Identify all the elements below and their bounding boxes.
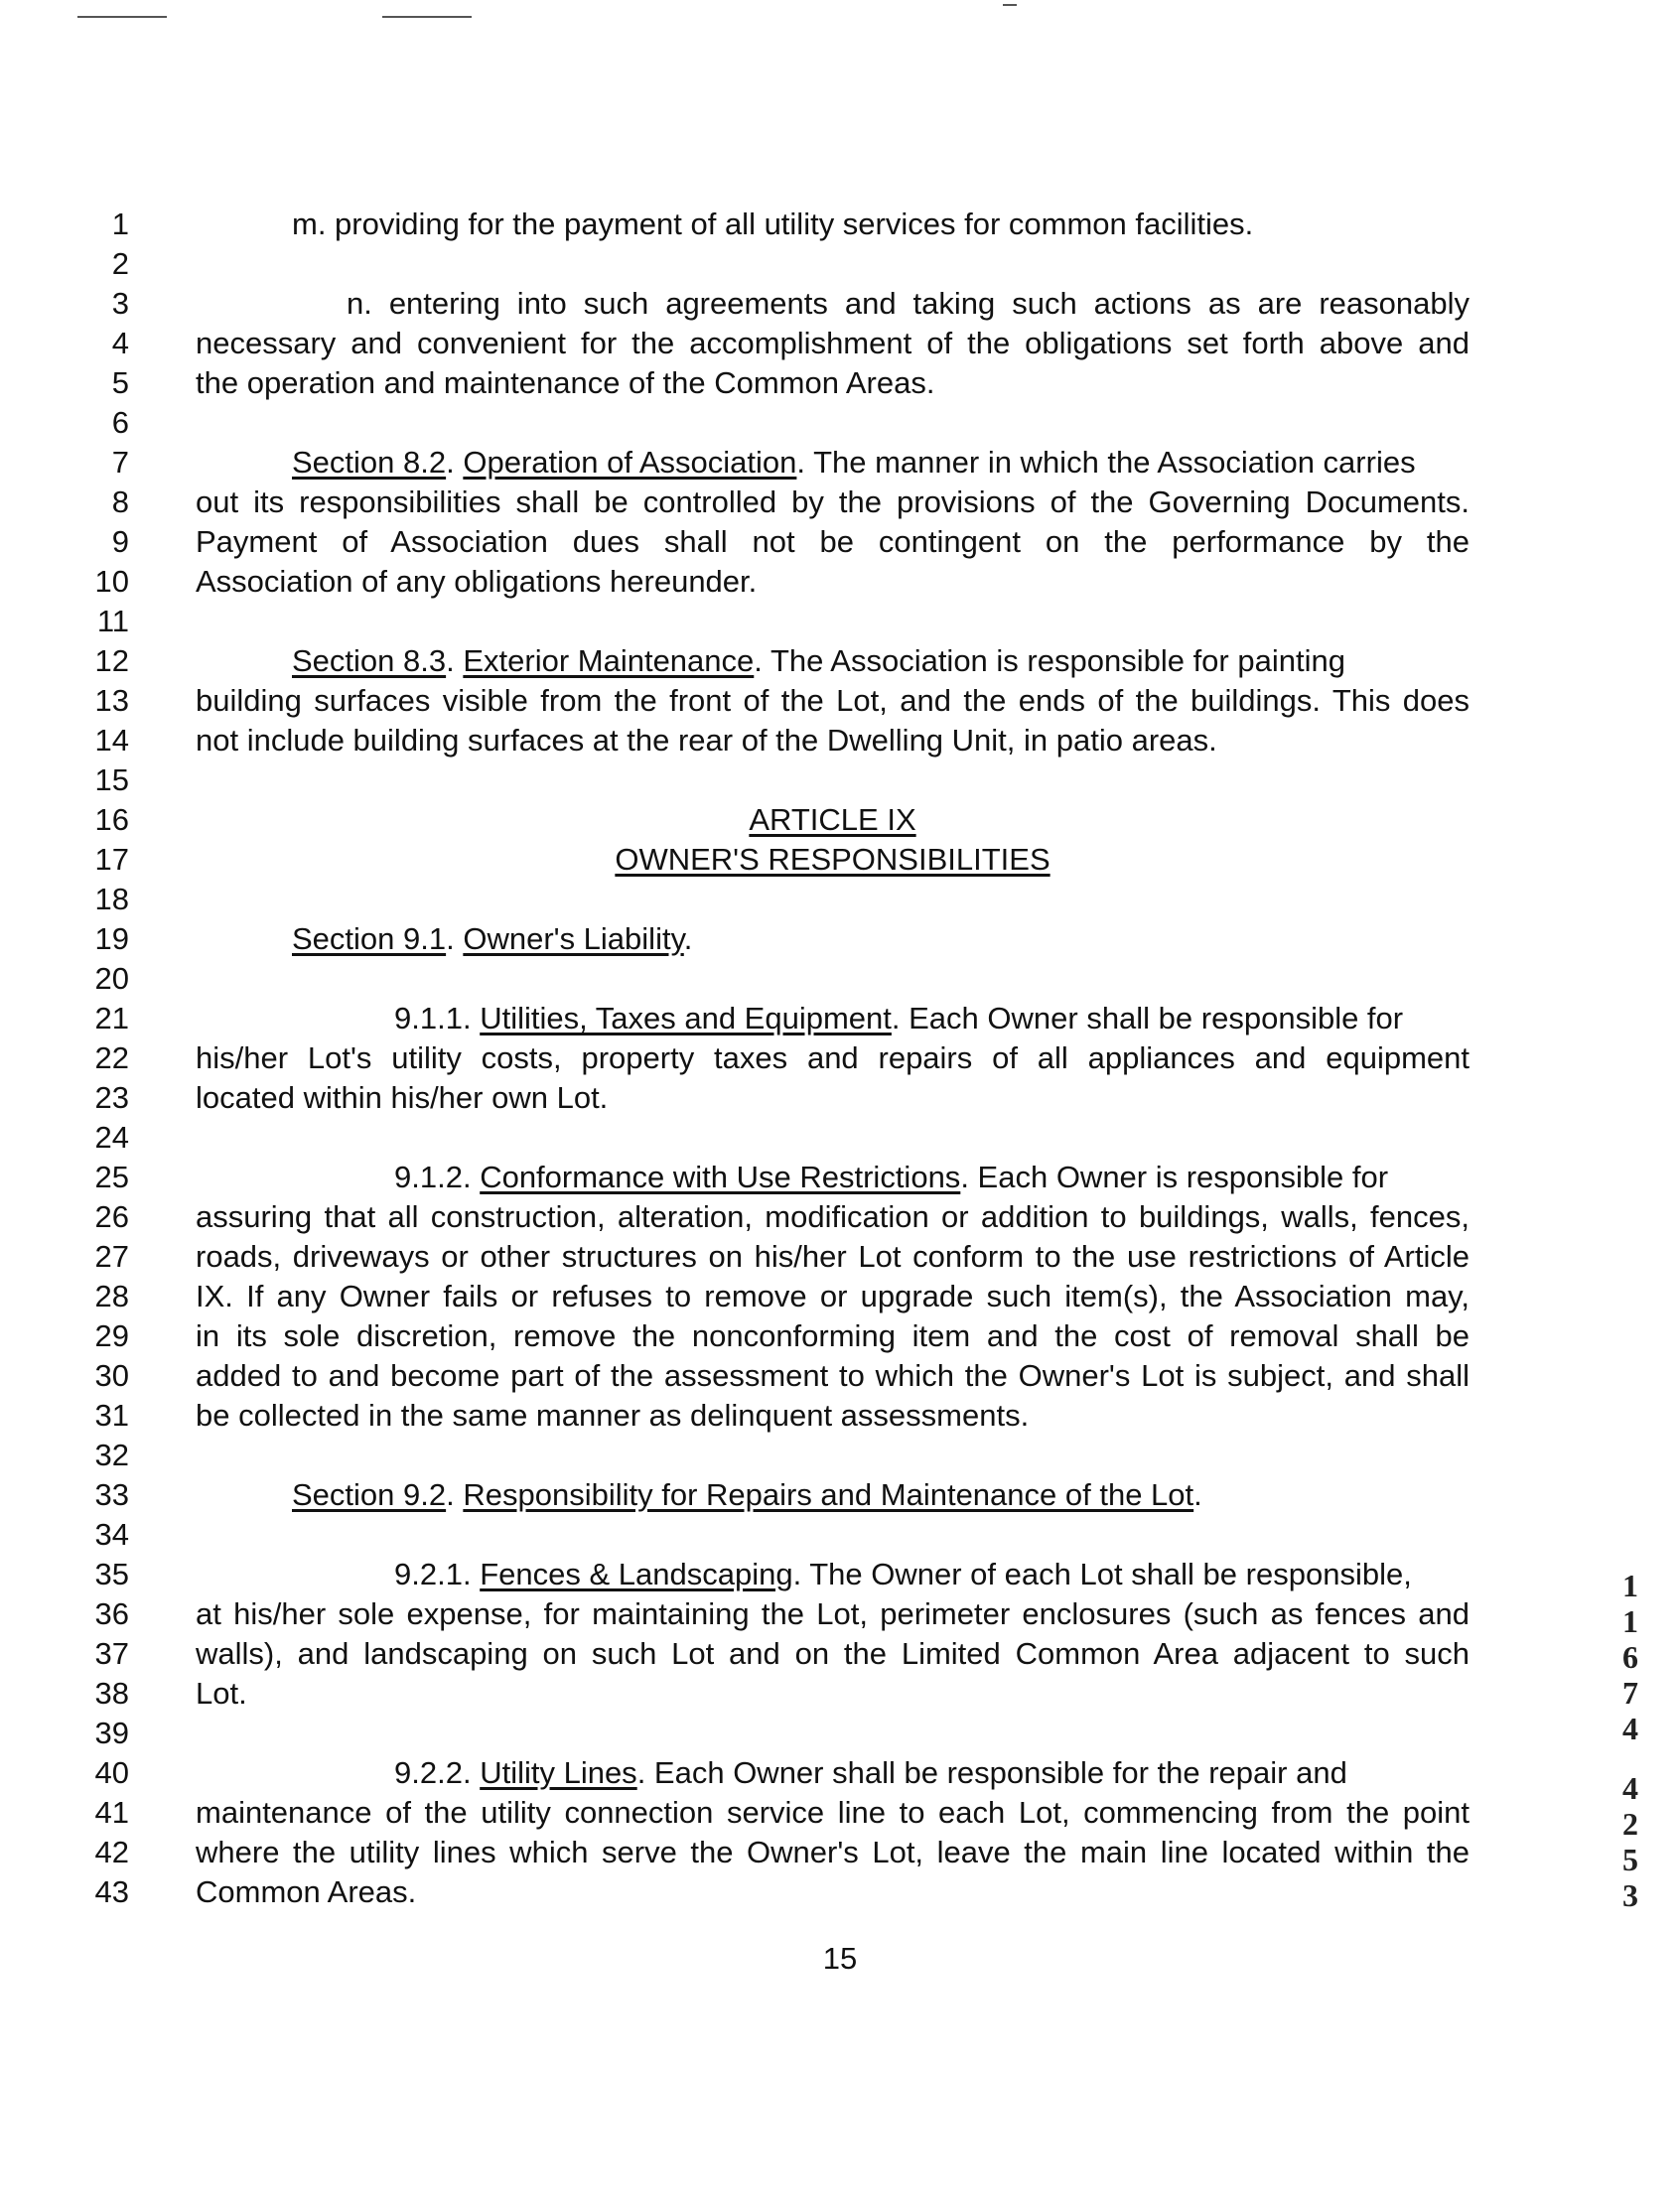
line-number: 16	[94, 802, 129, 837]
sub-9-1-1-heading-line: 9.1.1. Utilities, Taxes and Equipment. Each Owner shall be responsible for	[394, 1001, 1404, 1035]
sub-9-1-1-line: his/her Lot's utility costs, property taxes and repairs of all appliances and equipment	[196, 1040, 1470, 1075]
line-number: 2	[111, 246, 129, 281]
sub-9-2-2-line: Common Areas.	[196, 1874, 417, 1909]
subsection-title: Fences & Landscaping	[480, 1557, 793, 1591]
section-text: The Association is responsible for painting	[770, 643, 1345, 678]
stamp-digit: 1	[1622, 1568, 1638, 1603]
line-number: 23	[94, 1080, 129, 1115]
section-text: The manner in which the Association carries	[813, 445, 1416, 480]
sub-9-2-1-line: Lot.	[196, 1676, 247, 1711]
line-number: 38	[94, 1676, 129, 1711]
line-number: 34	[94, 1517, 129, 1552]
stamp-digit: 3	[1622, 1877, 1638, 1913]
section-number: Section 8.2	[292, 445, 447, 480]
line-number: 5	[111, 365, 129, 400]
scan-mark	[1003, 4, 1017, 6]
subsection-text: Each Owner shall be responsible for	[909, 1001, 1404, 1035]
scan-mark	[77, 16, 167, 18]
line-number: 33	[94, 1477, 129, 1512]
line-number: 3	[111, 286, 129, 321]
section-title: Operation of Association	[463, 445, 797, 480]
line-number: 32	[94, 1438, 129, 1472]
section-number: Section 9.1	[292, 921, 447, 956]
sub-9-1-2-line: in its sole discretion, remove the nonconforming item and the cost of removal shall be	[196, 1318, 1470, 1353]
section-8-2-heading-line: Section 8.2. Operation of Association. The manner in which the Association carries	[292, 445, 1416, 480]
line-number: 25	[94, 1160, 129, 1194]
line-number: 10	[94, 564, 129, 599]
sub-9-2-1-line: at his/her sole expense, for maintaining the Lot, perimeter enclosures (such as fences and	[196, 1596, 1470, 1631]
section-8-2-line: out its responsibilities shall be controlled by the provisions of the Governing Documents.	[196, 484, 1470, 519]
line-number: 13	[94, 683, 129, 718]
section-9-1-heading-line: Section 9.1. Owner's Liability.	[292, 921, 693, 956]
item-n-line: the operation and maintenance of the Common Areas.	[196, 365, 935, 400]
item-n-line: necessary and convenient for the accomplishment of the obligations set forth above and	[196, 326, 1470, 360]
line-number: 20	[94, 961, 129, 996]
line-number: 9	[111, 524, 129, 559]
line-number: 31	[94, 1398, 129, 1433]
sub-9-1-2-line: be collected in the same manner as delinquent assessments.	[196, 1398, 1030, 1433]
section-8-3-line: not include building surfaces at the rear of the Dwelling Unit, in patio areas.	[196, 723, 1217, 758]
line-number: 17	[94, 842, 129, 877]
subsection-number: 9.1.1.	[394, 1001, 472, 1035]
article-heading: ARTICLE IX	[749, 802, 916, 837]
section-number: Section 9.2	[292, 1477, 447, 1512]
line-number: 27	[94, 1239, 129, 1274]
sub-9-2-1-heading-line: 9.2.1. Fences & Landscaping. The Owner of each Lot shall be responsible,	[394, 1557, 1412, 1591]
line-number: 43	[94, 1874, 129, 1909]
subsection-number: 9.2.2.	[394, 1755, 472, 1790]
sub-9-1-2-line: assuring that all construction, alteration, modification or addition to buildings, walls, fences,	[196, 1199, 1470, 1234]
line-number: 40	[94, 1755, 129, 1790]
item-m: m. providing for the payment of all utility services for common facilities.	[292, 207, 1254, 241]
sub-9-2-2-line: where the utility lines which serve the Owner's Lot, leave the main line located within the	[196, 1835, 1470, 1869]
line-number: 1	[111, 207, 129, 241]
section-8-3-line: building surfaces visible from the front of the Lot, and the ends of the buildings. This does	[196, 683, 1470, 718]
section-8-3-heading-line: Section 8.3. Exterior Maintenance. The Association is responsible for painting	[292, 643, 1345, 678]
stamp-digit: 7	[1622, 1675, 1638, 1711]
line-number: 24	[94, 1120, 129, 1155]
sub-9-2-2-heading-line: 9.2.2. Utility Lines. Each Owner shall be responsible for the repair and	[394, 1755, 1347, 1790]
stamp-digit: 5	[1622, 1842, 1638, 1877]
stamp-digit: 2	[1622, 1806, 1638, 1842]
line-number: 12	[94, 643, 129, 678]
line-number: 41	[94, 1795, 129, 1830]
line-number: 29	[94, 1318, 129, 1353]
line-number: 8	[111, 484, 129, 519]
line-number: 18	[94, 882, 129, 916]
subsection-number: 9.1.2.	[394, 1160, 472, 1194]
line-number: 7	[111, 445, 129, 480]
sub-9-2-1-line: walls), and landscaping on such Lot and on the Limited Common Area adjacent to such	[196, 1636, 1470, 1671]
line-number: 28	[94, 1279, 129, 1313]
line-number: 22	[94, 1040, 129, 1075]
section-number: Section 8.3	[292, 643, 447, 678]
item-n-line: n. entering into such agreements and taking such actions as are reasonably	[347, 286, 1470, 321]
line-number: 30	[94, 1358, 129, 1393]
stamp-digit: 4	[1622, 1770, 1638, 1806]
subsection-text: Each Owner shall be responsible for the repair and	[653, 1755, 1347, 1790]
subsection-number: 9.2.1.	[394, 1557, 472, 1591]
stamp-digit: 4	[1622, 1711, 1638, 1746]
section-8-2-line: Payment of Association dues shall not be contingent on the performance by the	[196, 524, 1470, 559]
page-number: 15	[822, 1941, 858, 1976]
subsection-title: Utilities, Taxes and Equipment	[480, 1001, 892, 1035]
line-number: 6	[111, 405, 129, 440]
stamp-digit: 6	[1622, 1639, 1638, 1675]
sub-9-1-2-line: IX. If any Owner fails or refuses to remove or upgrade such item(s), the Association may,	[196, 1279, 1470, 1313]
sub-9-1-2-heading-line: 9.1.2. Conformance with Use Restrictions. Each Owner is responsible for	[394, 1160, 1389, 1194]
line-number: 37	[94, 1636, 129, 1671]
section-8-2-line: Association of any obligations hereunder.	[196, 564, 758, 599]
article-title: OWNER'S RESPONSIBILITIES	[615, 842, 1050, 877]
section-title: Owner's Liability	[463, 921, 684, 956]
sub-9-1-2-line: added to and become part of the assessment to which the Owner's Lot is subject, and shall	[196, 1358, 1470, 1393]
line-number: 15	[94, 762, 129, 797]
line-number: 26	[94, 1199, 129, 1234]
line-number: 14	[94, 723, 129, 758]
sub-9-1-2-line: roads, driveways or other structures on his/her Lot conform to the use restrictions of Article	[196, 1239, 1470, 1274]
subsection-text: The Owner of each Lot shall be responsible,	[809, 1557, 1412, 1591]
scan-mark	[382, 16, 472, 18]
sub-9-2-2-line: maintenance of the utility connection service line to each Lot, commencing from the point	[196, 1795, 1470, 1830]
section-9-2-heading-line: Section 9.2. Responsibility for Repairs and Maintenance of the Lot.	[292, 1477, 1202, 1512]
subsection-title: Conformance with Use Restrictions	[480, 1160, 961, 1194]
line-number: 35	[94, 1557, 129, 1591]
line-number: 19	[94, 921, 129, 956]
line-number: 39	[94, 1716, 129, 1750]
subsection-title: Utility Lines	[480, 1755, 637, 1790]
section-title: Exterior Maintenance	[463, 643, 755, 678]
subsection-text: Each Owner is responsible for	[977, 1160, 1389, 1194]
section-title: Responsibility for Repairs and Maintenance of the Lot	[463, 1477, 1194, 1512]
line-number: 36	[94, 1596, 129, 1631]
line-number: 42	[94, 1835, 129, 1869]
stamp-digit: 1	[1622, 1603, 1638, 1639]
sub-9-1-1-line: located within his/her own Lot.	[196, 1080, 609, 1115]
line-number: 4	[111, 326, 129, 360]
line-number: 11	[96, 604, 129, 638]
line-number: 21	[94, 1001, 129, 1035]
